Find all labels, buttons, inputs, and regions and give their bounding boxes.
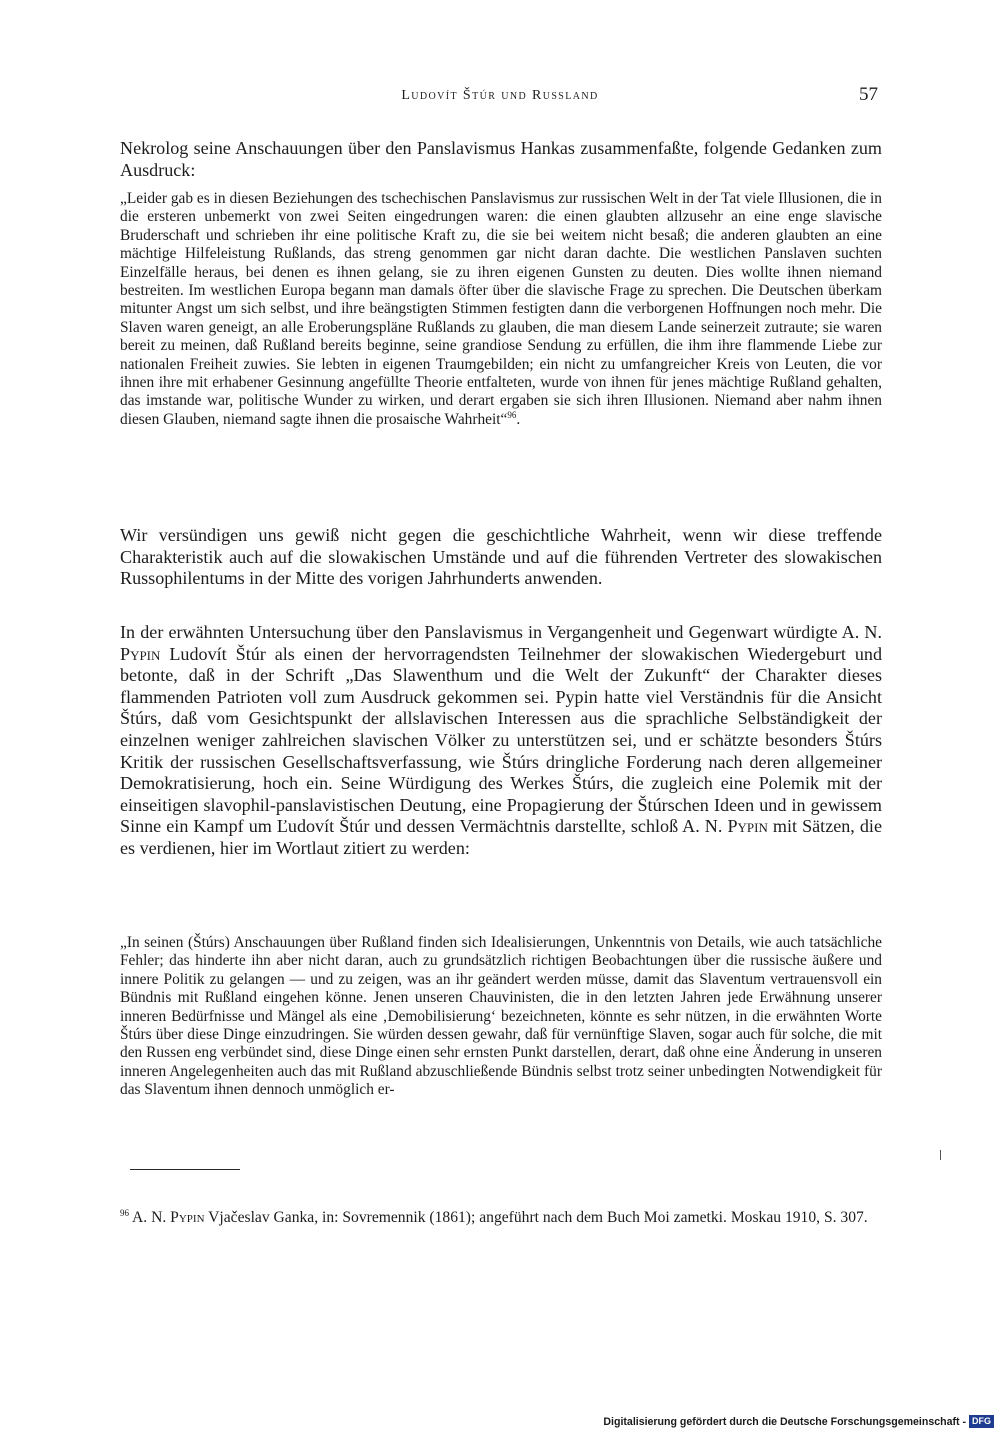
footnote-author: Pypin xyxy=(170,1209,205,1226)
running-head: Ludovít Štúr und Russland xyxy=(401,88,599,103)
paragraph-pypin xyxy=(120,622,882,860)
paragraph-russophilia: Wir versündigen uns gewiß nicht gegen die geschichtliche Wahrheit, wenn wir diese treffende Charakteristik auch auf die slowakischen Umstände und auf die führenden Vertreter des slowakischen Russophilentums in der Mitte des vorigen Jahrhunderts anwenden. xyxy=(120,525,882,589)
block-quote-1-text: „Leider gab es in diesen Beziehungen des tschechischen Panslavismus zur russischen Welt in der Tat viele Illusionen, die in die ersteren unbemerkt von zwei Seiten eingedrungen waren: die einen glaubten allzusehr an eine enge slavische Bruderschaft und schrieben ihr eine politische Kraft zu, die sie bei weitem nicht besaß; die anderen glaubten an eine mächtige Hilfeleistung Rußlands, das streng genommen gar nicht daran dachte. Die westlichen Panslaven suchten Einzelfälle heraus, bei denen es ihnen gelang, sie zu ihren eigenen Gunsten zu deuten. Dies wollte ihnen niemand bestreiten. Im westlichen Europa begann man damals öfter über die slavische Frage zu sprechen. Die Deutschen überkam mitunter Angst um sich selbst, und ihre beängstigten Stimmen festigten dann die verborgenen Hoffnungen noch mehr. Die Slaven waren geneigt, an alle Eroberungspläne Rußlands zu glauben, die man diesem Lande seinerzeit zutraute; sie waren bereit zu meinen, daß Rußland bereits beginne, seine grandiose Sendung zu erfüllen, die ihm ihre flammende Liebe zur nationalen Freiheit zuwies. Sie lebten in eigenen Traumgebilden; ein nicht zu umfangreicher Kreis von Leuten, die vor ihnen ihre mit erhabener Gesinnung angefüllte Theorie entfalteten, wurde von ihnen für jenes mächtige Rußland gehalten, das imstande war, politische Wunder zu wirken, und derart ergaben sie sich ihren Illusionen. Niemand aber nahm ihnen diesen Glauben, niemand sagte ihnen die prosaische Wahrheit“ xyxy=(120,190,882,428)
author-name-pypin-2: Pypin xyxy=(727,816,768,837)
block-quote-1: „Leider gab es in diesen Beziehungen des tschechischen Panslavismus zur russischen Welt in der Tat viele Illusionen, die in die ersteren unbemerkt von zwei Seiten eingedrungen waren: die einen glaubten allzusehr an eine enge slavische Bruderschaft und schrieben ihr eine politische Kraft zu, die sie bei weitem nicht besaß; die anderen glaubten an eine mächtige Hilfeleistung Rußlands, das streng genommen gar nicht daran dachte. Die westlichen Panslaven suchten Einzelfälle heraus, bei denen es ihnen gelang, sie zu ihren eigenen Gunsten zu deuten. Dies wollte ihnen niemand bestreiten. Im westlichen Europa begann man damals öfter über die slavische Frage zu sprechen. Die Deutschen überkam mitunter Angst um sich selbst, und ihre beängstigten Stimmen festigten dann die verborgenen Hoffnungen noch mehr. Die Slaven waren geneigt, an alle Eroberungspläne Rußlands zu glauben, die man diesem Lande seinerzeit zutraute; sie waren bereit zu meinen, daß Rußland bereits beginne, seine grandiose Sendung zu erfüllen, die ihm ihre flammende Liebe zur nationalen Freiheit zuwies. Sie lebten in eigenen Traumgebilden; ein nicht zu umfangreicher Kreis von Leuten, die vor ihnen ihre mit erhabener Gesinnung angefüllte Theorie entfalteten, wurde von ihnen für jenes mächtige Rußland gehalten, das imstande war, politische Wunder zu wirken, und derart ergaben sie sich ihren Illusionen. Niemand aber nahm ihnen diesen Glauben, niemand sagte ihnen die prosaische Wahrheit“$^{96}$. xyxy=(120,190,882,428)
footnote-96 xyxy=(120,1208,882,1227)
page-number: 57 xyxy=(859,84,878,105)
margin-mark xyxy=(940,1150,941,1160)
footnote-divider xyxy=(130,1169,240,1170)
footnote-number: 96 xyxy=(120,1207,129,1218)
author-name-pypin: Pypin xyxy=(120,643,161,664)
footnote-ref-96: 96 xyxy=(507,409,517,420)
paragraph-pypin-part-a: In der erwähnten Untersuchung über den Panslavismus in Vergangenheit und Gegenwart würdigte A. N. xyxy=(120,622,882,642)
paragraph-pypin-part-b: Ludovít Štúr als einen der hervorragendsten Teilnehmer der slowakischen Wiedergeburt und betonte, daß in der Schrift „Das Slawenthum und die Welt der Zukunft“ der Charakter dieses flammenden Patrioten voll zum Ausdruck gekommen sei. Pypin hatte viel Verständnis für die Ansicht Štúrs, daß vom Gesichtspunkt der allslavischen Interessen aus die sprachliche Selbständigkeit der einzelnen weniger zahlreichen slavischen Völker zu unterstützen sei, und er schätzte besonders Štúrs Kritik der russischen Gesellschaftsverfassung, wie Štúrs dringliche Forderung nach deren allgemeiner Demokratisierung, hoch ein. Seine Würdigung des Werkes Štúrs, die zugleich eine Polemik mit der einseitigen slavophil-panslavistischen Deutung, eine Propagierung der Štúrschen Ideen und in gewissem Sinne ein Kampf um Ľudovít Štúr und dessen Vermächtnis darstellte, schloß A. N. xyxy=(120,643,882,837)
footnote-initials: A. N. xyxy=(132,1209,167,1226)
footnote-text: Vjačeslav Ganka, in: Sovremennik (1861); angeführt nach dem Buch Moi zametki. Moskau 1910, S. 307. xyxy=(208,1209,868,1226)
block-quote-2: „In seinen (Štúrs) Anschauungen über Rußland finden sich Idealisierungen, Unkenntnis von Details, wie auch tatsächliche Fehler; das hinderte ihn aber nicht daran, auch zu grundsätzlich richtigen Beobachtungen über die russische äußere und innere Politik zu gelangen — und zu zeigen, was an ihr geändert werden müsse, damit das Slaventum vertrauensvoll ein Bündnis mit Rußland eingehen könne. Jenen unseren Chauvinisten, die in den letzten Jahren jede Erwähnung unserer inneren Bedürfnisse und Mängel als eine ‚Demobilisierung‘ bezeichneten, könnte es sehr nützen, in die erwähnten Worte Štúrs über diese Dinge einzudringen. Sie würden dessen gewahr, daß für vernünftige Slaven, sogar auch für solche, die mit den Russen eng verbündet sind, diese Dinge einen sehr ernsten Punkt darstellen, derart, daß ohne eine Änderung in unseren inneren Angelegenheiten auch das mit Rußland abzuschließende Bündnis selbst trotz seiner unbedingten Notwendigkeit für das Slaventum ihnen dennoch unmöglich er- xyxy=(120,934,882,1099)
paragraph-pypin-part-c: mit Sätzen, die es verdienen, hier im Wortlaut zitiert zu werden: xyxy=(120,816,882,858)
credit-text: Digitalisierung gefördert durch die Deutsche Forschungsgemeinschaft - xyxy=(603,1415,966,1428)
dfg-logo: DFG xyxy=(969,1415,994,1428)
digitization-credit xyxy=(603,1415,994,1428)
paragraph-intro: Nekrolog seine Anschauungen über den Panslavismus Hankas zusammenfaßte, folgende Gedanken zum Ausdruck: xyxy=(120,138,882,180)
